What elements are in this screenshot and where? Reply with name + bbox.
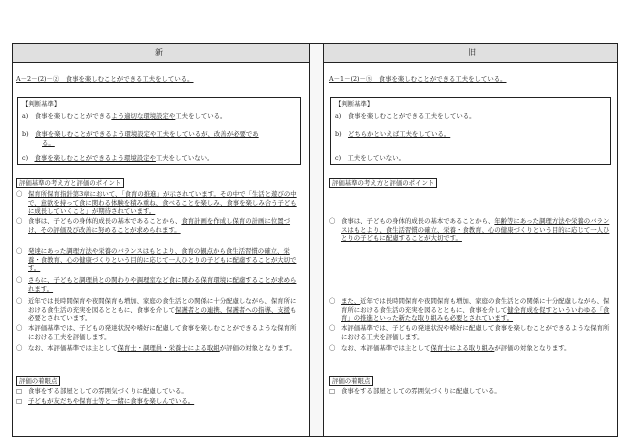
- old-criteria-title: 【判断基準】: [335, 100, 374, 108]
- new-point-2: 〇 食事は、子どもの身体的成長の基本であることから、食育計画を作成し保育の計画に位置づけ、その評価及び改善に努めることが求められます。: [16, 217, 291, 234]
- new-criteria-c: c) 食事を楽しむことができるよう環境設定や工夫をしていない。: [22, 154, 214, 162]
- new-section-title: A－2－(2)－② 食事を楽しむことができる工夫をしている。: [16, 75, 194, 83]
- old-criteria-c: c) 工夫をしていない。: [335, 154, 405, 162]
- header-new: 新: [155, 48, 163, 57]
- old-point-1: 〇 食事は、子どもの身体的成長の基本であることから、年齢等にあった調理方法や栄養のバランスはもとより、食生活習慣の確立、栄養・食教育、心の健康づくりという目的に応じて一人ひとりの子どもに配慮することが大切です。: [329, 217, 610, 243]
- old-section-title: A－1－(2)－⑤ 食事を楽しむことができる工夫をしている。: [329, 75, 507, 83]
- old-point-4: 〇 なお、本評価基準では主として保育士による取り組みが評価の対象となります。: [329, 344, 571, 352]
- new-point-5: 〇 近年では長時間保育や夜間保育も増加、家庭の食生活との関係に十分配慮しながら、保育所における食生活の充実を図るとともに、食事を介して保護者との連携、保護者への指導、支援も必要とされています。: [16, 297, 297, 323]
- old-point-2: 〇 また、近年では長時間保育や夜間保育も増加、家庭の食生活との関係に十分配慮しながら、保育所における食生活の充実を図るとともに、食事を介して健全育成を促すといういわゆる「食育」の推進といった新たな取り組みも必要とされています。: [329, 297, 610, 323]
- new-focus-2: □ 子どもが友だちや保育士等と一緒に食事を楽しんでいる。: [16, 397, 195, 405]
- old-points-title: 評価基準の考え方と評価のポイント: [329, 178, 437, 188]
- new-point-3: 〇 発達にあった調理方法や栄養のバランスはもとより、食育の観点から食生活習慣の確立、栄養・食教育、心の健康づくりという目的に応じて一人ひとりの子どもに配慮することが大切です。: [16, 247, 297, 273]
- comparison-table: [12, 43, 618, 437]
- new-criteria-title: 【判断基準】: [22, 100, 61, 108]
- new-criteria-box: [17, 97, 301, 165]
- new-point-4: 〇 さらに、子どもと調理員との関わりや調理室など食に関わる保育環境に配慮することが求められます。: [16, 276, 297, 293]
- new-criteria-b-cont: る。: [42, 139, 55, 147]
- old-focus-title: 評価の着眼点: [329, 376, 373, 386]
- new-criteria-a: a) 食事を楽しむことができるよう適切な環境設定や工夫をしている。: [22, 112, 227, 120]
- new-focus-title: 評価の着眼点: [16, 376, 60, 386]
- old-point-3: 〇 本評価基準では、子どもの発達状況や嗜好に配慮して食事を楽しむことができるような保育所における工夫を評価します。: [329, 324, 610, 341]
- header-old: 旧: [468, 48, 476, 57]
- old-criteria-a: a) 食事を楽しむことができる工夫をしている。: [335, 112, 476, 120]
- new-focus-1: □ 食事をする部屋としての雰囲気づくりに配慮している。: [16, 387, 188, 395]
- new-point-7: 〇 なお、本評価基準では主として保育士・調理員・栄養士による取組が評価の対象となります。: [16, 344, 296, 352]
- divider-left: [309, 44, 310, 436]
- divider-right: [323, 44, 324, 436]
- new-point-1: 〇 保育所保育指針第3章において、「食育の推進」が示されています。その中で「生活と遊びの中で、意欲を持って食に関わる体験を積み重ね、食べることを楽しみ、食事を楽しみ合う子どもに成長していくこと」が期待されています。: [16, 190, 297, 216]
- new-points-title: 評価基準の考え方と評価のポイント: [16, 178, 124, 188]
- column-gap: [309, 44, 323, 436]
- new-point-6: 〇 本評価基準では、子どもの発達状況や嗜好に配慮して食事を楽しむことができるような保育所における工夫を評価します。: [16, 324, 297, 341]
- old-criteria-box: [330, 97, 611, 165]
- old-criteria-b: b) どちらかといえば工夫をしている。: [335, 130, 451, 138]
- new-criteria-b: b) 食事を楽しむことができるよう環境設定や工夫をしているが、改善が必要であ: [22, 130, 259, 138]
- old-focus-1: □ 食事をする部屋としての雰囲気づくりに配慮している。: [329, 387, 501, 395]
